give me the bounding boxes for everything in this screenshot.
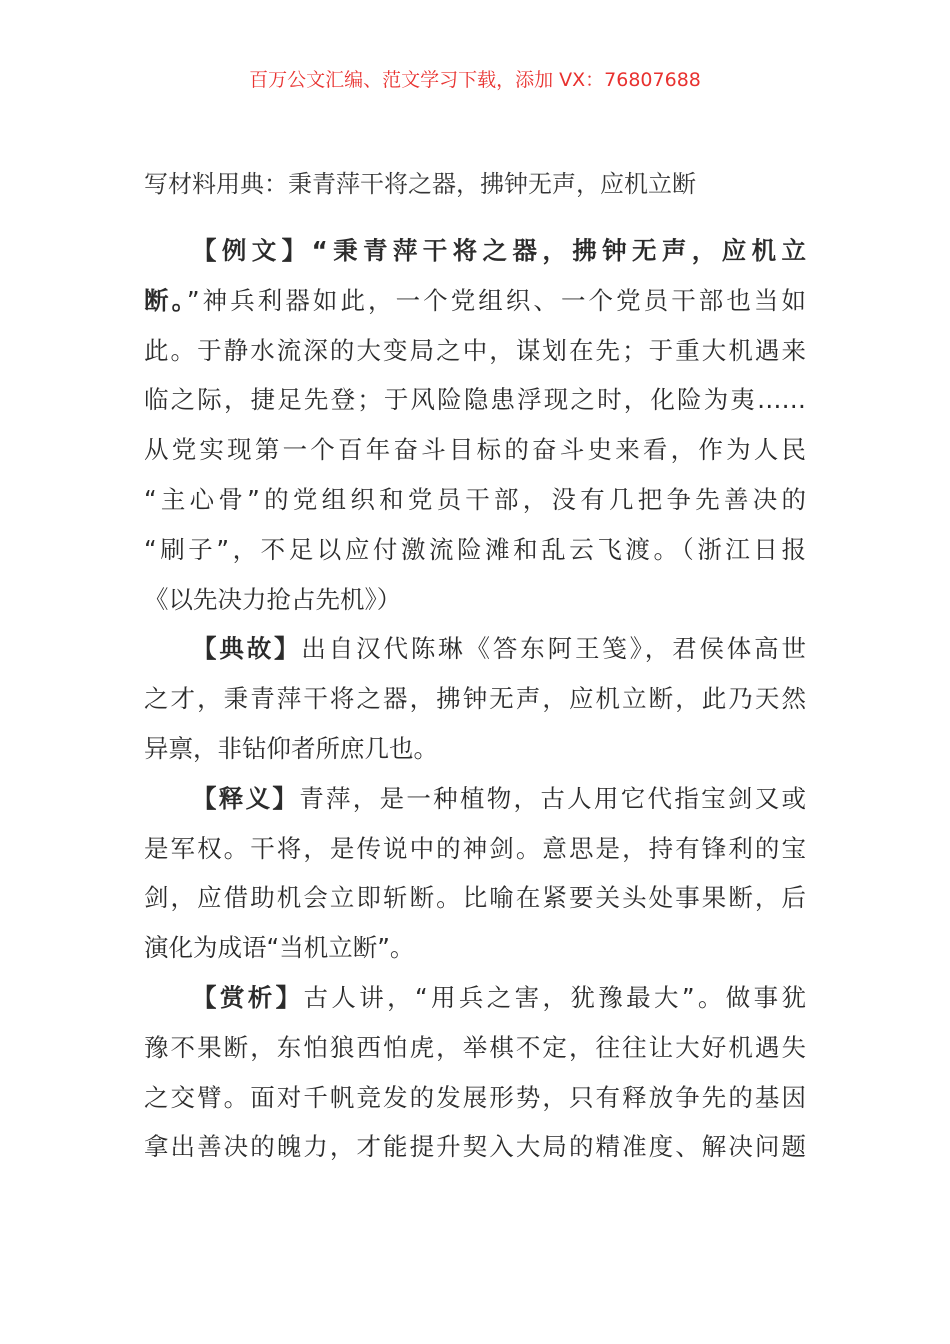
text-segment: 拿出善决的魄力，才能提升契入大局的精准度、解决问题 xyxy=(144,1132,806,1162)
text-line xyxy=(144,226,806,276)
text-segment: 从党实现第一个百年奋斗目标的奋斗史来看，作为人民 xyxy=(144,435,806,465)
watermark-header: 百万公文汇编、范文学习下载，添加 VX：76807688 xyxy=(249,69,701,91)
text-segment: 出自汉代陈琳《答东阿王笺》，君侯体高世 xyxy=(301,634,807,664)
text-segment: 之交臂。面对千帆竞发的发展形势，只有释放争先的基因 xyxy=(144,1082,806,1112)
text-line xyxy=(144,475,806,525)
text-line xyxy=(144,674,806,724)
allusion-paragraph xyxy=(144,624,806,773)
text-segment: 演化为成语“当机立断”。 xyxy=(144,933,415,963)
text-line xyxy=(144,1122,806,1172)
text-line xyxy=(144,624,806,674)
bold-label: 【释义】 xyxy=(192,783,300,813)
document-title: 写材料用典：秉青萍干将之器，拂钟无声，应机立断 xyxy=(144,170,696,198)
example-paragraph xyxy=(144,226,806,624)
bold-label: 【例文】“秉青萍干将之器，拂钟无声，应机立 xyxy=(192,236,806,265)
appreciation-paragraph xyxy=(144,973,806,1172)
text-line xyxy=(144,575,806,625)
text-line xyxy=(144,1073,806,1123)
text-line xyxy=(144,873,806,923)
text-line xyxy=(144,973,806,1023)
bold-label: 断。 xyxy=(144,285,187,315)
text-line xyxy=(144,774,806,824)
text-line xyxy=(144,824,806,874)
text-segment: 临之际，捷足先登；于风险隐患浮现之时，化险为夷…… xyxy=(144,385,806,415)
text-segment: 是军权。干将，是传说中的神剑。意思是，持有锋利的宝 xyxy=(144,833,806,863)
text-line xyxy=(144,525,806,575)
text-segment: 豫不果断，东怕狼西怕虎，举棋不定，往往让大好机遇失 xyxy=(144,1032,806,1062)
text-line xyxy=(144,923,806,973)
text-segment: “主心骨”的党组织和党员干部，没有几把争先善决的 xyxy=(144,484,806,514)
meaning-paragraph xyxy=(144,774,806,973)
text-segment: 剑，应借助机会立即斩断。比喻在紧要关头处事果断，后 xyxy=(144,883,806,913)
text-segment: 青萍，是一种植物，古人用它代指宝剑又或 xyxy=(299,783,807,813)
text-line xyxy=(144,326,806,376)
text-segment: 《以先决力抢占先机》） xyxy=(144,584,402,614)
bold-label: 【赏析】 xyxy=(192,982,304,1012)
text-segment: 之才，秉青萍干将之器，拂钟无声，应机立断，此乃天然 xyxy=(144,684,806,714)
text-segment: 古人讲，“用兵之害，犹豫最大”。做事犹 xyxy=(303,982,807,1012)
text-line xyxy=(144,425,806,475)
text-line xyxy=(144,1023,806,1073)
text-segment: 异禀，非钻仰者所庶几也。 xyxy=(144,733,438,763)
text-line xyxy=(144,375,806,425)
text-segment: “刷子”，不足以应付激流险滩和乱云飞渡。（浙江日报 xyxy=(144,534,806,564)
document-body xyxy=(144,226,806,1172)
text-line xyxy=(144,724,806,774)
text-line xyxy=(144,276,806,326)
text-segment: 此。于静水流深的大变局之中，谋划在先；于重大机遇来 xyxy=(144,335,806,365)
bold-label: 【典故】 xyxy=(192,634,302,664)
text-segment: ”神兵利器如此，一个党组织、一个党员干部也当如 xyxy=(186,285,806,315)
